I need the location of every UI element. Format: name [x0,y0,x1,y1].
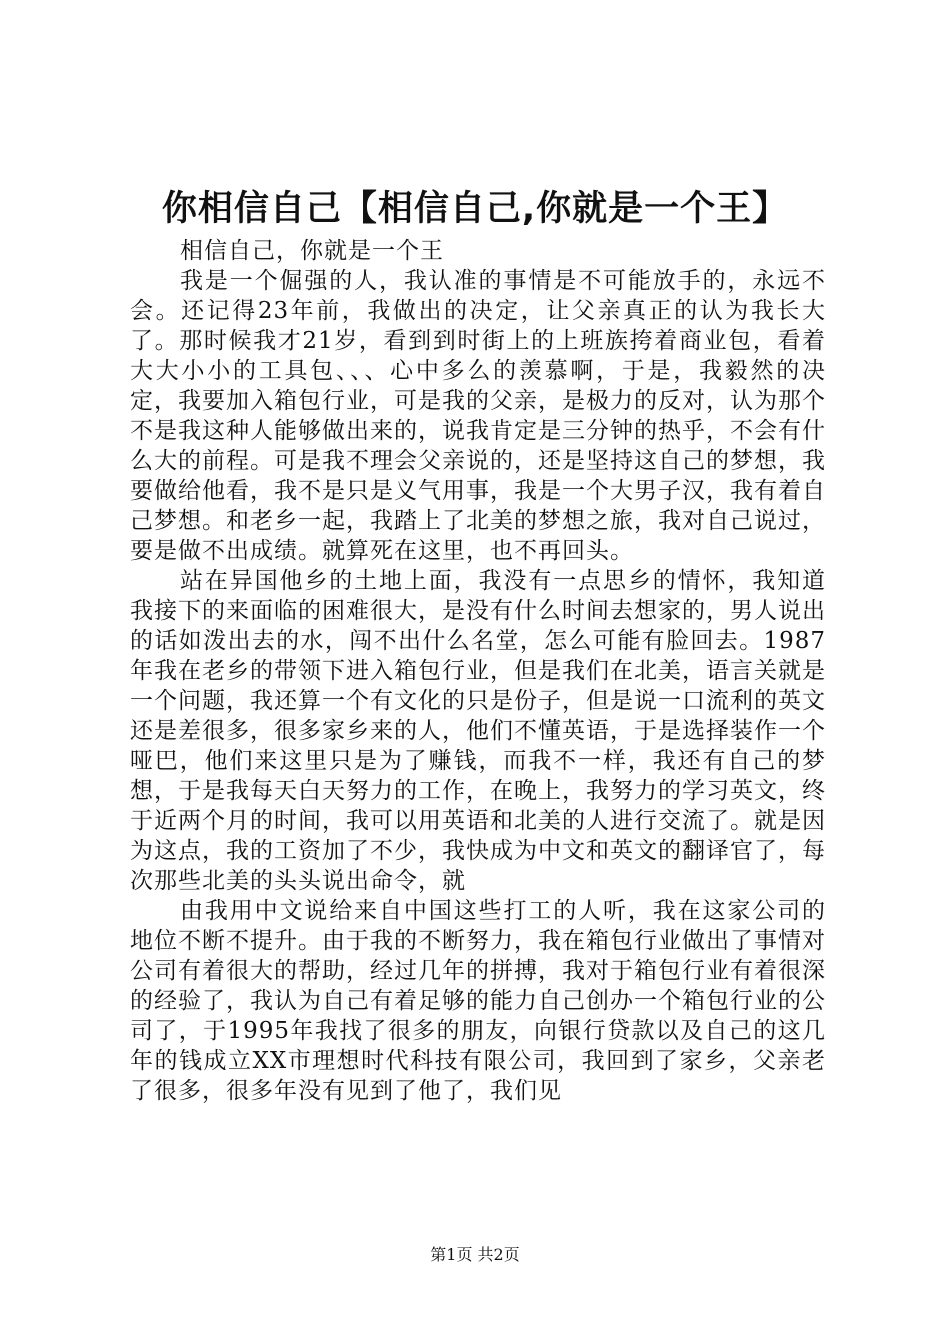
paragraph: 我是一个倔强的人，我认准的事情是不可能放手的，永远不会。还记得23年前，我做出的决定，让父亲真正的认为我长大了。那时候我才21岁，看到到时街上的上班族挎着商业包，看着大大小小的工具包、、、心中多么的羡慕啊，于是，我毅然的决定，我要加入箱包行业，可是我的父亲，是极力的反对，认为那个不是我这种人能够做出来的，说我肯定是三分钟的热乎，不会有什么大的前程。可是我不理会父亲说的，还是坚持这自己的梦想，我要做给他看，我不是只是义气用事，我是一个大男子汉，我有着自己梦想。和老乡一起，我踏上了北美的梦想之旅，我对自己说过，要是做不出成绩。就算死在这里，也不再回头。 [130,268,826,564]
paragraph: 站在异国他乡的土地上面，我没有一点思乡的情怀，我知道我接下的来面临的困难很大，是没有什么时间去想家的，男人说出的话如泼出去的水，闯不出什么名堂，怎么可能有脸回去。1987年我在老乡的带领下进入箱包行业，但是我们在北美，语言关就是一个问题，我还算一个有文化的只是份子，但是说一口流利的英文还是差很多，很多家乡来的人，他们不懂英语，于是选择装作一个哑巴，他们来这里只是为了赚钱，而我不一样，我还有自己的梦想，于是我每天白天努力的工作，在晚上，我努力的学习英文，终于近两个月的时间，我可以用英语和北美的人进行交流了。就是因为这点，我的工资加了不少，我快成为中文和英文的翻译官了，每次那些北美的头头说出命令，就 [130,568,826,894]
page-number-footer: 第1页 共2页 [430,1245,520,1264]
document-body [130,236,826,1106]
document-title: 你相信自己【相信自己,你就是一个王】 [161,189,789,229]
paragraph-subtitle: 相信自己，你就是一个王 [180,238,444,264]
paragraph: 由我用中文说给来自中国这些打工的人听，我在这家公司的地位不断不提升。由于我的不断努力，我在箱包行业做出了事情对公司有着很大的帮助，经过几年的拼搏，我对于箱包行业有着很深的经验了，我认为自己有着足够的能力自己创办一个箱包行业的公司了，于1995年我找了很多的朋友，向银行贷款以及自己的这几年的钱成立XX市理想时代科技有限公司，我回到了家乡，父亲老了很多，很多年没有见到了他了，我们见 [130,898,826,1104]
